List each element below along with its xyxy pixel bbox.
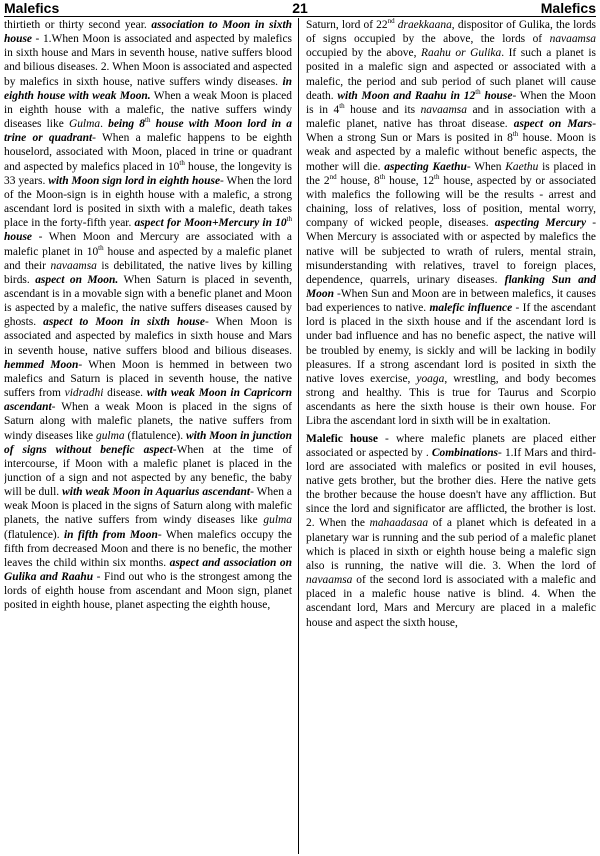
body-text: - When xyxy=(466,160,506,173)
page-number: 21 xyxy=(292,0,308,16)
body-text: - When malefics occupy the fifth from decreased Moon and there is no benefic, the mother leaves the child within six months. xyxy=(4,528,292,569)
subheading-text: flanking Sun and Moon xyxy=(306,273,596,300)
subheading-text: aspect for Moon+Mercury in 10 xyxy=(134,217,287,230)
body-text: navaamsa xyxy=(306,574,353,587)
subheading-text: aspect on Mars xyxy=(513,118,593,131)
body-text: . xyxy=(100,118,109,131)
body-text: of the second lord is associated with a malefic and placed in a malefic house native is blind. 4. When the ascendant lord, Mars and Mercury are placed in a malefic house and aspect the sixth house, xyxy=(306,574,596,629)
superscript: th xyxy=(286,215,292,224)
body-text: -When Sun and Moon are in between malefics, it causes bad experiences to native. xyxy=(306,287,596,315)
body-text: mahaadasaa xyxy=(369,517,429,530)
body-text: Saturn, lord of 22 xyxy=(306,19,388,31)
subheading-text: Combinations xyxy=(431,446,499,459)
superscript: th xyxy=(475,87,481,96)
column-divider xyxy=(298,18,299,854)
body-text: -When at the time of intercourse, if Moon with a malefic planet is placed in the junction of a sign and not aspected by any benefic, the baby will be dull. xyxy=(4,443,292,499)
subheading-text: house with Moon lord in a trine or quadrant xyxy=(4,118,292,145)
subheading-text: in eighth house with weak Moon. xyxy=(4,75,292,102)
subheading-text: house xyxy=(480,89,513,102)
body-text: Kaethu xyxy=(505,160,539,173)
subheading-text: with Moon in junction of signs without benefic aspect xyxy=(4,429,292,456)
body-text: When Saturn is placed in seventh, ascendant is in a movable sign with a benefic planet and Moon is aspected by a malefic, the native suffers diseases caused by ghosts. xyxy=(4,273,292,329)
body-text: - When a malefic happens to be eighth houselord, associated with Moon, placed in trine or quadrant and aspected by malefics placed in 10 xyxy=(4,132,292,173)
subheading-text: being 8 xyxy=(108,118,146,131)
body-text: - When Moon is hemmed in between two malefics and Saturn is placed in seventh house, the native suffers from xyxy=(4,358,292,400)
body-text: , wrestling, and body becomes strong and healthy. This is true for Taurus and Scorpio ascendants as here the sixth house is their own house. For Libra the ascendant lord in sixth will be in exaltation. xyxy=(306,372,596,428)
body-text: house, aspected by or associated with malefics the following will be the results - arrest and chaining, loss of relatives, loss of position, mental worry, company of wicked people, diseases. xyxy=(306,174,596,230)
body-text: house, 8 xyxy=(336,174,380,187)
body-text: navaamsa xyxy=(420,103,467,116)
body-text: yoaga xyxy=(416,372,445,385)
body-text: - If the ascendant lord is placed in the sixth house and if the ascendant lord is under bad influence and has no benefic aspect, the native will be troubled by enemy, is sickly and will be lacking in bodily pleasures. If a strong ascendant lord is posited in sixth the native loves exercise, xyxy=(306,302,596,385)
body-text: - When Mercury is associated with or aspected by malefics the native will be subjected to wrath of rulers, mental strain, misunderstanding with relatives, travel to foreign places, dependence, quarrels, urinary diseases. xyxy=(306,217,596,286)
paragraph xyxy=(306,18,596,429)
superscript: nd xyxy=(387,18,395,26)
body-text: Malefic house xyxy=(306,432,378,445)
subheading-text: with weak Moon in Capricorn ascendant xyxy=(4,387,292,414)
body-text: vidradhi xyxy=(64,387,104,400)
body-text: - 1.If Mars and third-lord are associated with malefics or posited in evil houses, native gets brother, but the brother dies. Here the native gets the brother because the house doesn't have any affliction. But since the lord and significator are afflicted, the brother is lost. 2. When the xyxy=(306,446,596,530)
body-text: gulma xyxy=(263,514,292,527)
subheading-text: house xyxy=(4,231,32,244)
subheading-text: with Moon and Raahu in 12 xyxy=(337,89,476,102)
body-text: house, 12 xyxy=(385,174,435,187)
superscript: th xyxy=(179,158,185,167)
superscript: th xyxy=(434,172,440,181)
subheading-text: aspecting Mercury xyxy=(494,217,587,230)
body-text: (flatulence). xyxy=(124,429,186,442)
body-text: navaamsa xyxy=(50,259,97,272)
body-text: , dispositor of Gulika, the lords of signs occupied by the above, the lords of xyxy=(306,19,596,46)
body-text: - where malefic planets are placed either associated or aspected by . xyxy=(306,432,596,459)
body-text: draekkaana xyxy=(397,19,452,31)
superscript: th xyxy=(512,130,519,139)
body-text: disease. xyxy=(103,387,147,400)
paragraph xyxy=(306,432,596,630)
body-text: - When a strong Sun or Mars is posited in 8 xyxy=(306,118,596,145)
subheading-text: in fifth from Moon xyxy=(63,528,158,541)
body-text: - When Moon is associated and aspected by malefics in sixth house and Mars in seventh house, native suffers blood and bilious diseases. xyxy=(4,316,292,357)
subheading-text: aspect to Moon in sixth house xyxy=(43,316,205,329)
body-text: occupied by the above, xyxy=(306,47,421,60)
body-text: house, the longevity is 33 years. xyxy=(4,160,292,187)
subheading-text: association to Moon in sixth house xyxy=(4,19,292,46)
subheading-text: hemmed Moon xyxy=(4,358,79,371)
subheading-text: with Moon sign lord in eighth house xyxy=(48,174,221,187)
body-text: - 1.When Moon is associated and aspected by malefics in sixth house and Mars in seventh house, native suffers blood and bilious diseases. 2. When Moon is associated and aspected by malefics in sixth house, native suffers windy diseases. xyxy=(4,33,292,88)
body-text: Raahu or Gulika xyxy=(421,47,502,60)
body-text: house and aspected by a malefic planet and their xyxy=(4,245,292,272)
subheading-text: aspect and association on Gulika and Raahu xyxy=(4,556,292,584)
body-text: house and its xyxy=(344,103,421,116)
body-text: When a weak Moon is placed in eighth house with a malefic, the native suffers windy diseases like xyxy=(4,89,292,131)
header-title-left: Malefics xyxy=(4,0,60,16)
body-text: Gulma xyxy=(68,118,101,131)
superscript: th xyxy=(145,116,151,125)
subheading-text: aspect on Moon. xyxy=(35,273,119,286)
subheading-text: malefic influence xyxy=(429,302,513,315)
superscript: th xyxy=(339,102,345,111)
left-text-column xyxy=(4,18,292,854)
superscript: nd xyxy=(329,172,337,181)
body-text: navaamsa xyxy=(549,33,596,46)
body-text: is placed in the 2 xyxy=(306,160,596,187)
body-text: . If such a planet is posited in a malefic sign and aspected or associated with a malefic, the period and sub period of such planet will cause death. xyxy=(306,47,596,102)
superscript: th xyxy=(379,172,386,181)
running-header xyxy=(4,0,596,17)
body-text: - When a weak Moon is placed in the signs of Saturn along with malefic planets, the native suffers from windy diseases like xyxy=(4,401,292,442)
body-text: thirtieth or thirty second year. xyxy=(4,19,152,31)
body-text: - When the Moon is in 4 xyxy=(306,89,596,116)
body-text: gulma xyxy=(95,429,125,442)
body-text: - When Moon and Mercury are associated with a malefic planet in 10 xyxy=(4,231,292,258)
header-title-right: Malefics xyxy=(540,0,596,16)
body-text: (flatulence). xyxy=(4,528,64,541)
subheading-text: aspecting Kaethu xyxy=(384,160,467,173)
body-text: - When a weak Moon is placed in the signs of Saturn along with malefic planets, the native suffers from windy diseases like xyxy=(4,486,292,527)
body-text: house. Moon is weak and aspected by a malefic without benefic aspects, the mother will die. xyxy=(306,132,596,173)
body-text: - When the lord of the Moon-sign is in eighth house with a malefic, a strong ascendant lord is posited in sixth with a malefic, death takes place in the forty-fifth year. xyxy=(4,174,292,230)
paragraph xyxy=(4,18,292,613)
superscript: th xyxy=(98,243,104,252)
subheading-text: with weak Moon in Aquarius ascendant xyxy=(62,486,251,499)
right-text-column xyxy=(306,18,596,854)
body-text: and in association with a malefic planet, native has throat disease. xyxy=(306,103,596,131)
body-text: is debilitated, the native lives by killing birds. xyxy=(4,259,292,286)
body-text: - Find out who is the strongest among the lords of eighth house from ascendant and Moon sign, planet posited in eighth house, planet aspecting the eighth house, xyxy=(4,571,292,612)
body-text: of a planet which is defeated in a planetary war is running and the sub period of a malefic planet which is placed in sixth or eighth house being a malefic sign also is running, the native will die. 3. When the lord of xyxy=(306,517,596,572)
